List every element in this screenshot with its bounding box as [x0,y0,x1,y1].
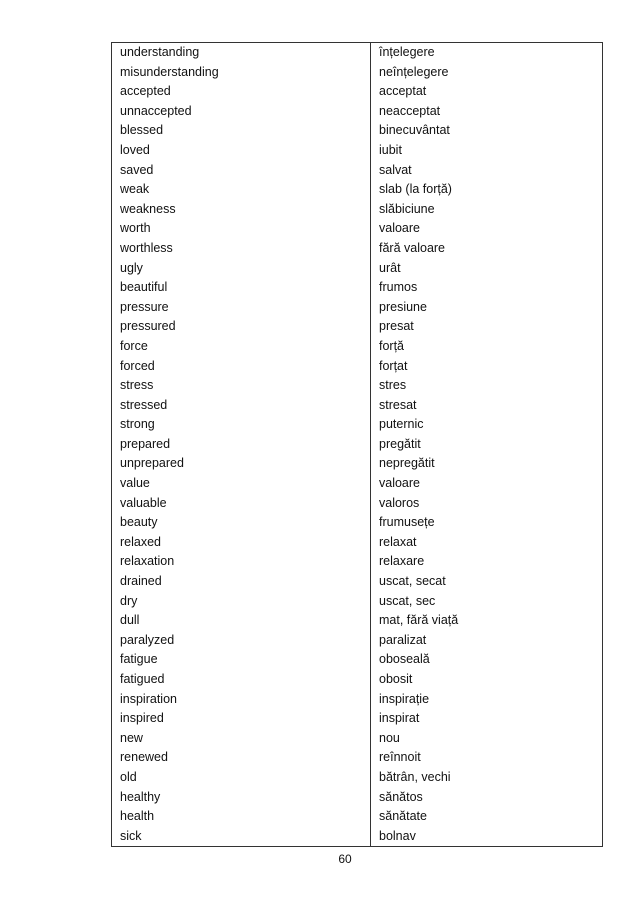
romanian-translation: slab (la forță) [371,180,603,200]
english-term: prepared [112,435,371,455]
english-term: misunderstanding [112,63,371,83]
table-row [112,513,603,533]
romanian-translation: frumos [371,278,603,298]
romanian-translation: bătrân, vechi [371,768,603,788]
english-term: weak [112,180,371,200]
vocabulary-table [111,42,603,847]
english-term: sick [112,827,371,847]
table-row [112,259,603,279]
table-row [112,494,603,514]
romanian-translation: neacceptat [371,102,603,122]
english-term: pressure [112,298,371,318]
english-term: value [112,474,371,494]
table-row [112,807,603,827]
english-term: old [112,768,371,788]
table-row [112,435,603,455]
romanian-translation: fără valoare [371,239,603,259]
table-row [112,180,603,200]
table-row [112,631,603,651]
table-row [112,454,603,474]
table-row [112,572,603,592]
english-term: valuable [112,494,371,514]
english-term: healthy [112,788,371,808]
table-row [112,415,603,435]
english-term: saved [112,161,371,181]
table-row [112,690,603,710]
romanian-translation: forță [371,337,603,357]
table-row [112,611,603,631]
table-row [112,670,603,690]
table-row [112,827,603,847]
english-term: unnaccepted [112,102,371,122]
romanian-translation: presiune [371,298,603,318]
english-term: health [112,807,371,827]
english-term: dry [112,592,371,612]
romanian-translation: iubit [371,141,603,161]
romanian-translation: neînțelegere [371,63,603,83]
english-term: relaxed [112,533,371,553]
english-term: pressured [112,317,371,337]
english-term: stress [112,376,371,396]
english-term: fatigued [112,670,371,690]
romanian-translation: oboseală [371,650,603,670]
romanian-translation: obosit [371,670,603,690]
romanian-translation: sănătos [371,788,603,808]
english-term: force [112,337,371,357]
table-row [112,63,603,83]
table-row [112,650,603,670]
table-row [112,121,603,141]
english-term: ugly [112,259,371,279]
romanian-translation: acceptat [371,82,603,102]
romanian-translation: uscat, sec [371,592,603,612]
english-term: paralyzed [112,631,371,651]
english-term: drained [112,572,371,592]
table-row [112,552,603,572]
english-term: worthless [112,239,371,259]
table-row [112,357,603,377]
english-term: new [112,729,371,749]
table-row [112,278,603,298]
english-term: weakness [112,200,371,220]
english-term: stressed [112,396,371,416]
table-row [112,729,603,749]
english-term: forced [112,357,371,377]
romanian-translation: slăbiciune [371,200,603,220]
table-row [112,161,603,181]
romanian-translation: inspirat [371,709,603,729]
english-term: loved [112,141,371,161]
romanian-translation: paralizat [371,631,603,651]
english-term: worth [112,219,371,239]
table-row [112,592,603,612]
english-term: blessed [112,121,371,141]
romanian-translation: puternic [371,415,603,435]
english-term: fatigue [112,650,371,670]
table-row [112,43,603,63]
romanian-translation: binecuvântat [371,121,603,141]
table-row [112,533,603,553]
table-row [112,337,603,357]
table-row [112,141,603,161]
table-row [112,788,603,808]
romanian-translation: înțelegere [371,43,603,63]
table-row [112,82,603,102]
table-row [112,239,603,259]
table-row [112,102,603,122]
romanian-translation: stres [371,376,603,396]
romanian-translation: uscat, secat [371,572,603,592]
table-row [112,748,603,768]
romanian-translation: urât [371,259,603,279]
table-row [112,200,603,220]
table-row [112,376,603,396]
english-term: unprepared [112,454,371,474]
romanian-translation: valoare [371,219,603,239]
vocabulary-table-body [112,43,603,847]
english-term: understanding [112,43,371,63]
table-row [112,474,603,494]
romanian-translation: sănătate [371,807,603,827]
english-term: relaxation [112,552,371,572]
romanian-translation: relaxare [371,552,603,572]
english-term: beauty [112,513,371,533]
english-term: dull [112,611,371,631]
romanian-translation: nepregătit [371,454,603,474]
english-term: renewed [112,748,371,768]
romanian-translation: inspirație [371,690,603,710]
romanian-translation: valoros [371,494,603,514]
table-row [112,317,603,337]
romanian-translation: bolnav [371,827,603,847]
romanian-translation: nou [371,729,603,749]
table-row [112,396,603,416]
english-term: beautiful [112,278,371,298]
romanian-translation: frumusețe [371,513,603,533]
romanian-translation: relaxat [371,533,603,553]
english-term: inspired [112,709,371,729]
table-row [112,219,603,239]
romanian-translation: forțat [371,357,603,377]
english-term: inspiration [112,690,371,710]
english-term: accepted [112,82,371,102]
romanian-translation: valoare [371,474,603,494]
romanian-translation: salvat [371,161,603,181]
page-number: 60 [338,852,352,866]
romanian-translation: mat, fără viață [371,611,603,631]
english-term: strong [112,415,371,435]
table-row [112,709,603,729]
romanian-translation: presat [371,317,603,337]
romanian-translation: pregătit [371,435,603,455]
table-row [112,768,603,788]
romanian-translation: stresat [371,396,603,416]
romanian-translation: reînnoit [371,748,603,768]
table-row [112,298,603,318]
